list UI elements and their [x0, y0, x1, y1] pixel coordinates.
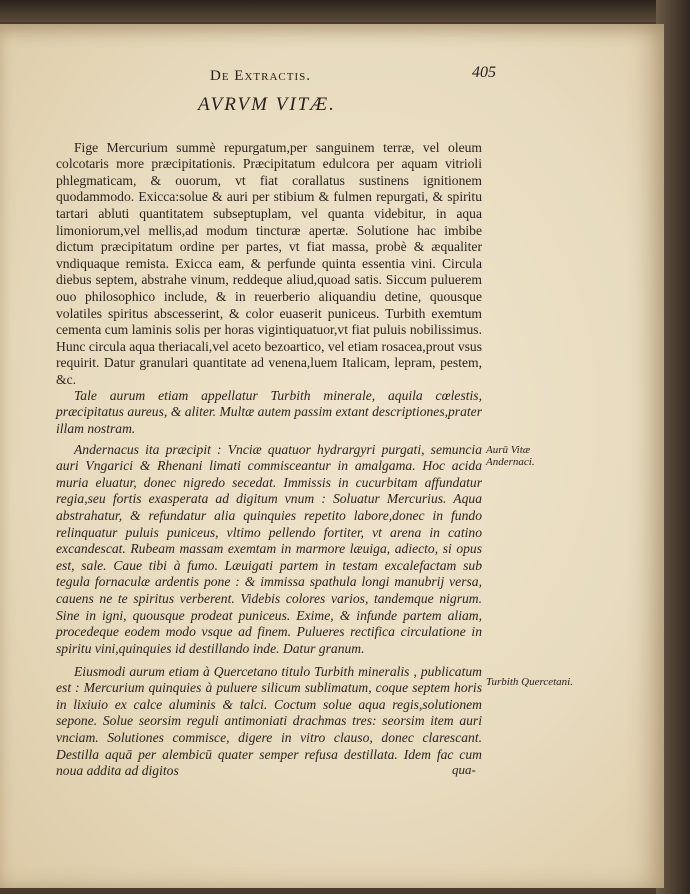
paragraph-quercetanus: Eiusmodi aurum etiam à Quercetano titulo Turbith mineralis , publicatum est : Mercurium quinquies à puluere silicum sublimatum, coque septem horis in lixiuio ex calce aluminis & talci. Coctum solue aqua regis,solutionem sepone. Solue seorsim reguli antimoniati drachmas tres: seorsim item auri vnciam. Solutiones commisce, digere in vitro clauso, donec clarescant. Destilla aquā per alembicū quater semper refusa destillata. Idem fac cum noua addita ad digitos [56, 663, 482, 779]
scan-edge-top [0, 0, 690, 22]
page-number: 405 [472, 64, 496, 81]
catchword: qua- [452, 762, 476, 777]
running-head: De Extractis. [210, 68, 311, 84]
book-page [0, 24, 664, 888]
margin-note-quercetani: Turbith Quercetani. [486, 676, 573, 688]
margin-note-andernaci: Aurū Vitæ Andernaci. [486, 444, 535, 468]
paragraph-names: Tale aurum etiam appellatur Turbith minerale, aquila cœlestis, præcipitatus aureus, & aliter. Multæ autem passim extant descriptiones,prater illam nostram. [56, 387, 482, 436]
section-title: AVRVM VITÆ. [198, 94, 336, 115]
paragraph-andernacus: Andernacus ita præcipit : Vnciæ quatuor hydrargyri purgati, semuncia auri Vngarici & Rhenani limati commisceantur in amalgama. Hoc acida muria eluatur, donec nigredo secedat. Immissis in cucurbitam affundatur regia,seu fortis exasperata ad digitum vnum : Soluatur Mercurius. Aqua abstrahatur, & refundatur alia quinquies repetito labore,donec in fundo relinquatur puluis puniceus, vltimo pellendo fortiter, vt arena in catino excandescat. Rubeam massam exemtam in marmore læuiga, adiecto, si opus est, sale. Caue tibi à fumo. Læuigati partem in testam excalefactam sub tegula fornaculæ ardentis pone : & immissa spathula longi manubrij versa, cauens ne te spiritus verberent. Videbis colores varios, tandemque nigrum. Sine in igni, quousque prodeat puniceus. Exime, & infunde partem aliam, procedeque eodem modo vsque ad finem. Pulueres rectifica circulatione in spiritu vini,quinquies id destillando inde. Datur granum. [56, 441, 482, 656]
paragraph-recipe: Fige Mercurium summè repurgatum,per sanguinem terræ, vel oleum colcotaris more præcipitationis. Præcipitatum edulcora per aquam vitrioli phlegmaticam, & ouorum, vt fiat corallatus sustinens ignitionem quodammodo. Exicca:solue & auri per stibium & fulmen repurgati, & spiritu tartari abluti quantitatem subseptuplam, vel quanta videbitur, in aqua limoniorum,vel mellis,ad modum tincturæ apertæ. Solutione hac imbibe dictum præcipitatum ordine per partes, vt fiat massa, probè & æqualiter vndiquaque remista. Exicca eam, & perfunde quinta essentia vini. Circula diebus septem, abstrahe vinum, reddeque aliud,quoad satis. Siccum puluerem ouo philosophico include, & in reuerberio aliquandiu detine, quousque volatiles spiritus abscesserint, & color euaserit puniceus. Turbith exemtum cementa cum laminis solis per horas vigintiquatuor,vt fiat puluis nobilissimus. Hunc circula aqua theriacali,vel aceto bezoartico, vel etiam rosacea,prout vsus requirit. Datur granulari quantitate ad venena,luem Italicam, lepram, pestem, &c. [56, 139, 482, 387]
